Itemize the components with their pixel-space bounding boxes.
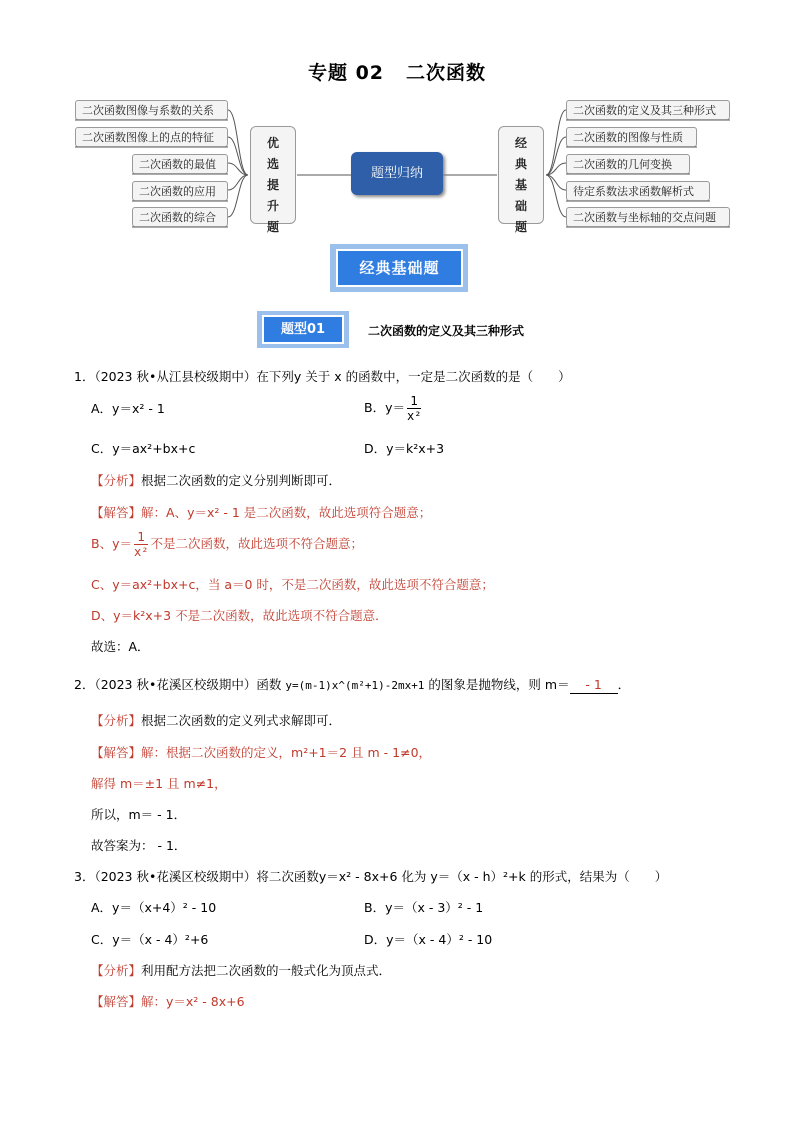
mindmap-left-group-label: 优选提升题 [266, 136, 279, 234]
answer-label: 【解答】 [91, 994, 142, 1009]
q1-analysis [91, 473, 341, 489]
q2-answer-line-3: 所以，m＝ - 1． [91, 807, 187, 822]
q3-option-a: A．y＝（x+4）² - 10 [91, 900, 217, 915]
fraction-numerator: 1 [407, 394, 421, 409]
mindmap-left-item: 二次函数的最值 [132, 154, 228, 174]
q1-answer-line-2 [91, 530, 363, 559]
q1-answer-line-1 [91, 505, 431, 521]
q2-stem [74, 677, 630, 694]
analysis-text: 利用配方法把二次函数的一般式化为顶点式． [141, 963, 392, 978]
mindmap-right-item: 二次函数的定义及其三种形式 [566, 100, 730, 120]
q3-answer-line-1 [91, 994, 245, 1010]
mindmap-right-group-label: 经典基础题 [514, 136, 527, 234]
answer-text: B、y＝ [91, 536, 132, 551]
title-prefix: 专题 02 [307, 62, 385, 84]
analysis-label: 【分析】 [91, 473, 142, 488]
mindmap-left-group [250, 126, 296, 234]
q1-option-a: A．y＝x² - 1 [91, 401, 165, 416]
fraction-numerator: 1 [134, 530, 148, 545]
type-tag: 题型01 [262, 315, 344, 344]
answer-label: 【解答】 [91, 505, 142, 520]
q1-option-b [364, 394, 423, 423]
q3-stem: 3．（2023 秋•花溪区校级期中）将二次函数y＝x² - 8x+6 化为 y＝（x - h）²+k 的形式，结果为（ ） [74, 869, 668, 884]
mindmap-right-item: 二次函数与坐标轴的交点问题 [566, 207, 730, 227]
q3-option-d: D．y＝（x - 4）² - 10 [364, 932, 493, 947]
q3-option-c: C．y＝（x - 4）²+6 [91, 932, 209, 947]
analysis-label: 【分析】 [91, 713, 142, 728]
mindmap-left-item: 二次函数图像与系数的关系 [75, 100, 228, 120]
analysis-text: 根据二次函数的定义分别判断即可． [141, 473, 342, 488]
mindmap-center: 题型归纳 [351, 152, 443, 195]
q2-formula: y=(m-1)x^(m²+1)-2mx+1 [285, 679, 425, 692]
section-banner: 经典基础题 [336, 249, 463, 287]
q1-option-c: C．y＝ax²+bx+c [91, 441, 196, 456]
q2-answer-line-4: 故答案为： - 1． [91, 838, 187, 853]
mindmap-right-item: 二次函数的图像与性质 [566, 127, 697, 147]
q1-stem: 1．（2023 秋•从江县校级期中）在下列y 关于 x 的函数中，一定是二次函数的是（ ） [74, 369, 571, 384]
mindmap-right-item: 待定系数法求函数解析式 [566, 181, 710, 201]
q2-answer-line-1 [91, 745, 431, 761]
q2-stem-end: ． [617, 677, 631, 692]
q1-choice: 故选：A． [91, 639, 150, 654]
mindmap-left-item: 二次函数的综合 [132, 207, 228, 227]
q3-analysis [91, 963, 391, 979]
fraction-denominator: x² [406, 409, 422, 423]
analysis-text: 根据二次函数的定义列式求解即可． [141, 713, 342, 728]
mindmap-right-item: 二次函数的几何变换 [566, 154, 690, 174]
answer-text: 解：y＝x² - 8x+6 [141, 994, 245, 1009]
type-tag-title: 二次函数的定义及其三种形式 [368, 324, 525, 338]
mindmap-right-group [498, 126, 544, 234]
q1-option-d: D．y＝k²x+3 [364, 441, 445, 456]
q2-answer-line-2: 解得 m＝±1 且 m≠1， [91, 776, 227, 791]
q3-option-b: B．y＝（x - 3）² - 1 [364, 900, 484, 915]
mindmap-left-item: 二次函数的应用 [132, 181, 228, 201]
q1-answer-line-4: D、y＝k²x+3 不是二次函数，故此选项不符合题意． [91, 608, 388, 623]
q2-stem-text: 的图象是抛物线，则 m＝ [428, 677, 570, 692]
q2-analysis [91, 713, 341, 729]
mindmap-left-item: 二次函数图像上的点的特征 [75, 127, 228, 147]
answer-text: 不是二次函数，故此选项不符合题意； [150, 536, 363, 551]
q1-answer-line-3: C、y＝ax²+bx+c，当 a＝0 时，不是二次函数，故此选项不符合题意； [91, 577, 494, 592]
fraction [407, 394, 421, 423]
q2-stem-text: 2．（2023 秋•花溪区校级期中）函数 [74, 677, 282, 692]
q1-option-b-prefix: B．y＝ [364, 400, 405, 415]
answer-label: 【解答】 [91, 745, 142, 760]
analysis-label: 【分析】 [91, 963, 142, 978]
fraction [134, 530, 148, 559]
answer-text: 解：A、y＝x² - 1 是二次函数，故此选项符合题意； [141, 505, 432, 520]
fraction-denominator: x² [133, 545, 149, 559]
answer-text: 解：根据二次函数的定义，m²+1＝2 且 m - 1≠0， [141, 745, 432, 760]
q2-answer-blank: - 1 [570, 677, 618, 694]
title-name: 二次函数 [406, 62, 487, 84]
